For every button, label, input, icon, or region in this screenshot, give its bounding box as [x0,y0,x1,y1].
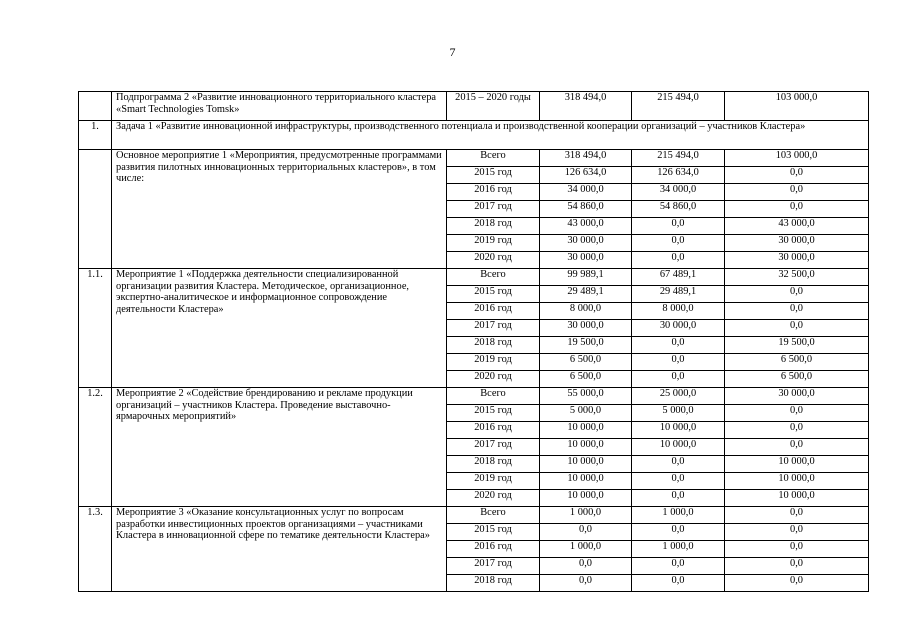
federal-cell: 126 634,0 [632,167,725,184]
total-cell: 1 000,0 [540,507,632,524]
total-cell: 10 000,0 [540,490,632,507]
subprogram-num [79,92,112,121]
year-cell: 2018 год [447,575,540,592]
task-text: Задача 1 «Развитие инновационной инфраструктуры, производственного потенциала и производственной кооперации организаций – участников Кластера» [112,121,869,150]
total-cell: 10 000,0 [540,456,632,473]
federal-cell: 1 000,0 [632,507,725,524]
total-cell: 0,0 [540,524,632,541]
regional-cell: 32 500,0 [725,269,869,286]
table-row [79,150,869,167]
federal-cell: 0,0 [632,524,725,541]
regional-cell: 0,0 [725,405,869,422]
subprogram-federal: 215 494,0 [632,92,725,121]
year-cell: 2018 год [447,337,540,354]
total-cell: 30 000,0 [540,320,632,337]
federal-cell: 0,0 [632,575,725,592]
regional-cell: 30 000,0 [725,235,869,252]
regional-cell: 0,0 [725,575,869,592]
regional-cell: 0,0 [725,439,869,456]
page-number: 7 [449,45,456,59]
regional-cell: 0,0 [725,303,869,320]
federal-cell: 8 000,0 [632,303,725,320]
federal-cell: 5 000,0 [632,405,725,422]
regional-cell: 103 000,0 [725,150,869,167]
regional-cell: 0,0 [725,524,869,541]
federal-cell: 0,0 [632,218,725,235]
federal-cell: 0,0 [632,354,725,371]
total-cell: 99 989,1 [540,269,632,286]
item-num: 1.2. [79,388,112,507]
year-cell: 2017 год [447,201,540,218]
year-cell: 2018 год [447,218,540,235]
year-cell: 2016 год [447,422,540,439]
year-cell: 2015 год [447,405,540,422]
budget-table [78,91,869,592]
regional-cell: 0,0 [725,184,869,201]
regional-cell: 30 000,0 [725,388,869,405]
year-cell: 2015 год [447,524,540,541]
item-description: Основное мероприятие 1 «Мероприятия, предусмотренные программами развития пилотных инновационных территориальных кластеров», в том числе: [112,150,447,269]
year-cell: Всего [447,507,540,524]
federal-cell: 0,0 [632,473,725,490]
regional-cell: 0,0 [725,286,869,303]
total-cell: 10 000,0 [540,473,632,490]
item-description: Мероприятие 3 «Оказание консультационных услуг по вопросам разработки инвестиционных проектов организациями – участниками Кластера в инновационной сфере по тематике деятельности Кластера» [112,507,447,592]
total-cell: 55 000,0 [540,388,632,405]
regional-cell: 0,0 [725,507,869,524]
item-num [79,150,112,269]
federal-cell: 0,0 [632,456,725,473]
total-cell: 10 000,0 [540,422,632,439]
total-cell: 30 000,0 [540,252,632,269]
regional-cell: 10 000,0 [725,473,869,490]
total-cell: 6 500,0 [540,371,632,388]
item-description: Мероприятие 2 «Содействие брендированию и рекламе продукции организаций – участников Кластера. Проведение выставочно-ярмарочных мероприятий» [112,388,447,507]
year-cell: 2019 год [447,354,540,371]
year-cell: 2019 год [447,473,540,490]
subprogram-period: 2015 – 2020 годы [447,92,540,121]
total-cell: 6 500,0 [540,354,632,371]
regional-cell: 6 500,0 [725,354,869,371]
year-cell: 2017 год [447,558,540,575]
federal-cell: 0,0 [632,235,725,252]
task-row [79,121,869,150]
year-cell: 2018 год [447,456,540,473]
total-cell: 0,0 [540,575,632,592]
regional-cell: 6 500,0 [725,371,869,388]
subprogram-total: 318 494,0 [540,92,632,121]
total-cell: 8 000,0 [540,303,632,320]
regional-cell: 0,0 [725,558,869,575]
total-cell: 54 860,0 [540,201,632,218]
federal-cell: 10 000,0 [632,422,725,439]
task-num: 1. [79,121,112,150]
federal-cell: 10 000,0 [632,439,725,456]
total-cell: 0,0 [540,558,632,575]
year-cell: 2019 год [447,235,540,252]
federal-cell: 0,0 [632,558,725,575]
item-num: 1.1. [79,269,112,388]
regional-cell: 30 000,0 [725,252,869,269]
year-cell: 2016 год [447,541,540,558]
year-cell: Всего [447,388,540,405]
federal-cell: 0,0 [632,490,725,507]
year-cell: 2016 год [447,303,540,320]
subprogram-row [79,92,869,121]
regional-cell: 19 500,0 [725,337,869,354]
federal-cell: 67 489,1 [632,269,725,286]
table-row [79,269,869,286]
regional-cell: 10 000,0 [725,456,869,473]
federal-cell: 30 000,0 [632,320,725,337]
total-cell: 5 000,0 [540,405,632,422]
federal-cell: 215 494,0 [632,150,725,167]
item-description: Мероприятие 1 «Поддержка деятельности специализированной организации развития Кластера. Методическое, организационное, экспертно-аналитическое и информационное сопровождение деятельности Кластера» [112,269,447,388]
year-cell: 2020 год [447,252,540,269]
regional-cell: 0,0 [725,167,869,184]
federal-cell: 0,0 [632,252,725,269]
year-cell: 2015 год [447,167,540,184]
federal-cell: 0,0 [632,337,725,354]
year-cell: 2020 год [447,490,540,507]
item-num: 1.3. [79,507,112,592]
federal-cell: 54 860,0 [632,201,725,218]
regional-cell: 0,0 [725,320,869,337]
total-cell: 43 000,0 [540,218,632,235]
total-cell: 34 000,0 [540,184,632,201]
regional-cell: 0,0 [725,541,869,558]
subprogram-name: Подпрограмма 2 «Развитие инновационного территориального кластера «Smart Technologies Tomsk» [112,92,447,121]
year-cell: 2017 год [447,320,540,337]
total-cell: 10 000,0 [540,439,632,456]
federal-cell: 29 489,1 [632,286,725,303]
total-cell: 19 500,0 [540,337,632,354]
year-cell: 2015 год [447,286,540,303]
regional-cell: 0,0 [725,422,869,439]
year-cell: Всего [447,269,540,286]
total-cell: 126 634,0 [540,167,632,184]
total-cell: 30 000,0 [540,235,632,252]
federal-cell: 25 000,0 [632,388,725,405]
regional-cell: 10 000,0 [725,490,869,507]
total-cell: 318 494,0 [540,150,632,167]
regional-cell: 0,0 [725,201,869,218]
year-cell: 2016 год [447,184,540,201]
year-cell: 2020 год [447,371,540,388]
table-row [79,507,869,524]
year-cell: Всего [447,150,540,167]
total-cell: 1 000,0 [540,541,632,558]
subprogram-regional: 103 000,0 [725,92,869,121]
table-row [79,388,869,405]
federal-cell: 1 000,0 [632,541,725,558]
year-cell: 2017 год [447,439,540,456]
total-cell: 29 489,1 [540,286,632,303]
regional-cell: 43 000,0 [725,218,869,235]
federal-cell: 34 000,0 [632,184,725,201]
federal-cell: 0,0 [632,371,725,388]
